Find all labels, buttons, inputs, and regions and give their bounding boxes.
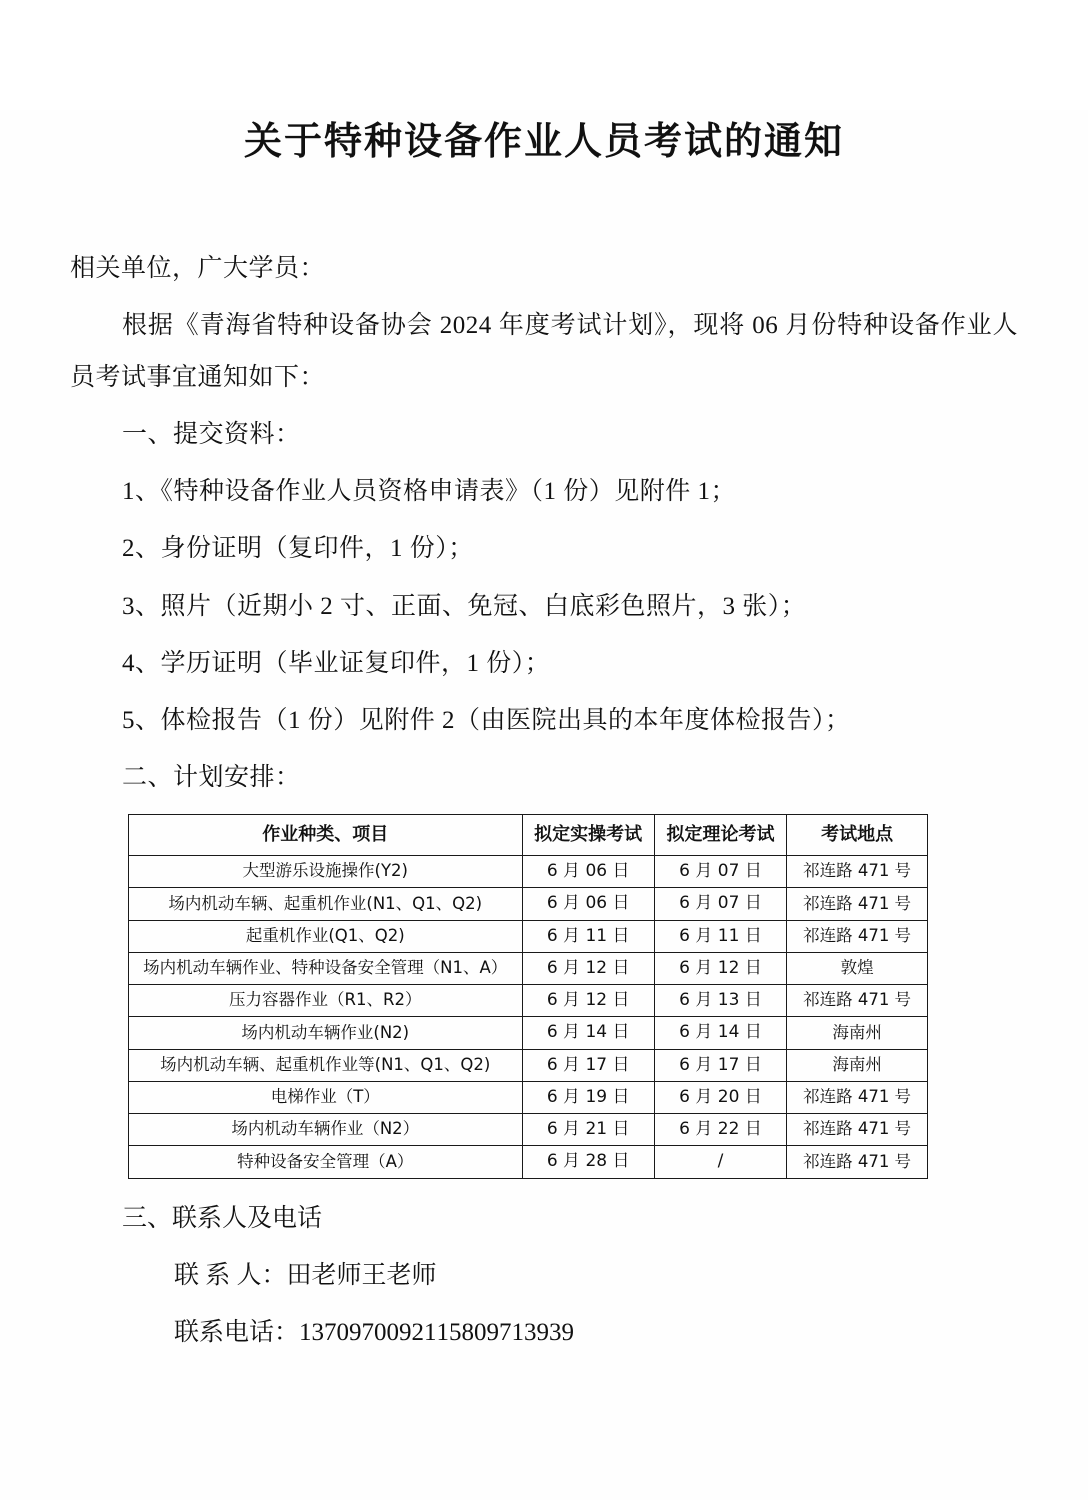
material-item-1: 1、《特种设备作业人员资格申请表》（1 份）见附件 1； (122, 478, 737, 505)
cell-practical: 6 月 12 日 (522, 952, 654, 984)
contact-phone-row (70, 1307, 1018, 1358)
material-item-4: 4、学历证明（毕业证复印件，1 份）； (122, 649, 551, 677)
cell-practical: 6 月 21 日 (522, 1114, 654, 1146)
cell-kind: 电梯作业（T） (129, 1081, 523, 1113)
cell-practical: 6 月 11 日 (522, 920, 654, 952)
table-row (129, 1146, 928, 1178)
cell-kind: 场内机动车辆作业、特种设备安全管理（N1、A） (129, 952, 523, 984)
material-item-5: 5、体检报告（1 份）见附件 2（由医院出具的本年度体检报告）； (122, 707, 851, 734)
cell-location: 祁连路 471 号 (787, 1114, 928, 1146)
table-row (129, 888, 928, 920)
contact-person-2: 王老师 (361, 1261, 437, 1289)
contact-phone-label: 联系电话： (174, 1319, 300, 1346)
cell-practical: 6 月 12 日 (522, 985, 654, 1017)
cell-location: 海南州 (787, 1049, 928, 1081)
contact-phone-label-and-number (122, 1307, 437, 1358)
cell-location: 海南州 (787, 1017, 928, 1049)
cell-kind: 压力容器作业（R1、R2） (129, 985, 523, 1017)
table-row (129, 920, 928, 952)
contact-phone-1: 13709700921 (299, 1319, 437, 1346)
cell-theory: 6 月 07 日 (654, 856, 786, 888)
contact-person-1: 田老师 (286, 1261, 362, 1289)
cell-theory: 6 月 20 日 (654, 1081, 786, 1113)
exam-plan-table (128, 814, 928, 1179)
table-header-location: 考试地点 (787, 814, 928, 856)
cell-practical: 6 月 14 日 (522, 1017, 654, 1049)
cell-practical: 6 月 17 日 (522, 1049, 654, 1081)
cell-kind: 特种设备安全管理（A） (129, 1146, 523, 1178)
material-item-2: 2、身份证明（复印件，1 份）； (122, 535, 474, 563)
table-row (129, 1081, 928, 1113)
table-row (129, 985, 928, 1017)
cell-location: 祁连路 471 号 (787, 856, 928, 888)
contact-phone-2: 15809713939 (436, 1319, 575, 1346)
table-row (129, 1017, 928, 1049)
table-row (129, 856, 928, 888)
cell-theory: 6 月 07 日 (654, 888, 786, 920)
cell-theory: 6 月 12 日 (654, 952, 786, 984)
table-row (129, 1049, 928, 1081)
contact-person-row (70, 1250, 1018, 1301)
page-title: 关于特种设备作业人员考试的通知 (243, 119, 844, 163)
intro-paragraph: 根据《青海省特种设备协会 2024 年度考试计划》，现将 06 月份特种设备作业人员考试事宜通知如下： (70, 312, 1018, 391)
table-row (129, 1114, 928, 1146)
cell-theory: 6 月 14 日 (654, 1017, 786, 1049)
cell-kind: 场内机动车辆、起重机作业等(N1、Q1、Q2) (129, 1049, 523, 1081)
cell-theory: 6 月 13 日 (654, 985, 786, 1017)
cell-location: 敦煌 (787, 952, 928, 984)
document-page (0, 110, 1088, 1500)
contact-section (70, 1193, 1018, 1359)
contact-person-label-and-name (122, 1250, 362, 1301)
cell-kind: 起重机作业(Q1、Q2) (129, 920, 523, 952)
table-header-practical: 拟定实操考试 (522, 814, 654, 856)
contact-person-label: 联 系 人： (174, 1261, 287, 1289)
table-header-kind: 作业种类、项目 (129, 814, 523, 856)
table-header-row (129, 814, 928, 856)
cell-location: 祁连路 471 号 (787, 985, 928, 1017)
cell-kind: 大型游乐设施操作(Y2) (129, 856, 523, 888)
cell-theory: 6 月 17 日 (654, 1049, 786, 1081)
cell-practical: 6 月 06 日 (522, 888, 654, 920)
cell-theory: 6 月 11 日 (654, 920, 786, 952)
exam-plan-table-wrap (128, 814, 1010, 1179)
table-row (129, 952, 928, 984)
cell-theory: / (654, 1146, 786, 1178)
material-item-3: 3、照片（近期小 2 寸、正面、免冠、白底彩色照片，3 张）； (122, 592, 807, 620)
section-3-heading: 三、联系人及电话 (122, 1204, 323, 1232)
cell-location: 祁连路 471 号 (787, 920, 928, 952)
cell-kind: 场内机动车辆作业（N2） (129, 1114, 523, 1146)
salutation: 相关单位，广大学员： (70, 255, 326, 282)
cell-location: 祁连路 471 号 (787, 888, 928, 920)
cell-kind: 场内机动车辆、起重机作业(N1、Q1、Q2) (129, 888, 523, 920)
section-1-heading: 一、提交资料： (122, 420, 301, 448)
document-body (70, 243, 1018, 804)
section-2-heading: 二、计划安排： (122, 764, 301, 792)
cell-location: 祁连路 471 号 (787, 1081, 928, 1113)
cell-practical: 6 月 06 日 (522, 856, 654, 888)
cell-kind: 场内机动车辆作业(N2) (129, 1017, 523, 1049)
table-header-theory: 拟定理论考试 (654, 814, 786, 856)
cell-practical: 6 月 19 日 (522, 1081, 654, 1113)
cell-theory: 6 月 22 日 (654, 1114, 786, 1146)
cell-practical: 6 月 28 日 (522, 1146, 654, 1178)
cell-location: 祁连路 471 号 (787, 1146, 928, 1178)
